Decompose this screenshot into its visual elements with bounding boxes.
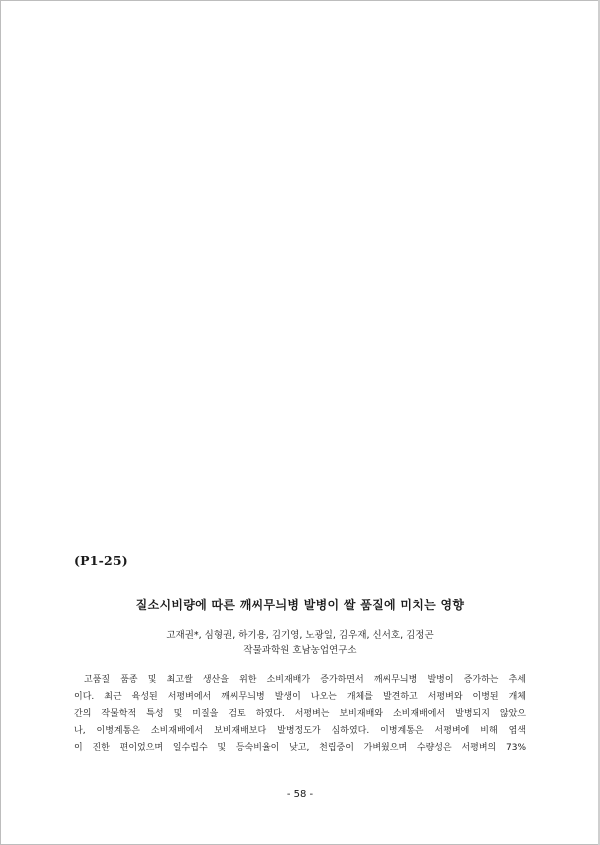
abstract-line: 나, 이병계통은 소비재배에서 보비재배보다 발병정도가 심하였다. 이병계통은 서평벼에 비해 엽색 [74, 726, 526, 736]
author-list: 고재권*, 심형권, 하기용, 김기영, 노광일, 김우재, 신서호, 김정곤 [166, 630, 434, 641]
abstract-body [74, 672, 526, 757]
abstract-line: 간의 작물학적 특성 및 미질을 검토 하였다. 서평벼는 보비재배와 소비재배에서 발병되지 않았으 [74, 709, 526, 719]
paper-title: 질소시비량에 따른 깨씨무늬병 발병이 쌀 품질에 미치는 영향 [135, 598, 465, 612]
abstract-line: 고품질 품종 및 최고쌀 생산을 위한 소비재배가 증가하면서 깨씨무늬병 발병이 증가하는 추세 [84, 675, 526, 685]
abstract-line: 이 진한 편이었으며 일수립수 및 등숙비율이 낮고, 천립중이 가벼웠으며 수량성은 서평벼의 73% [74, 743, 526, 753]
affiliation: 작물과학원 호남농업연구소 [243, 645, 357, 656]
session-code: (P1-25) [74, 553, 128, 568]
page-number: - 58 - [286, 789, 314, 800]
abstract-line: 이다. 최근 육성된 서평벼에서 깨씨무늬병 발생이 나오는 개체를 발견하고 서평벼와 이병된 개체 [74, 692, 526, 702]
